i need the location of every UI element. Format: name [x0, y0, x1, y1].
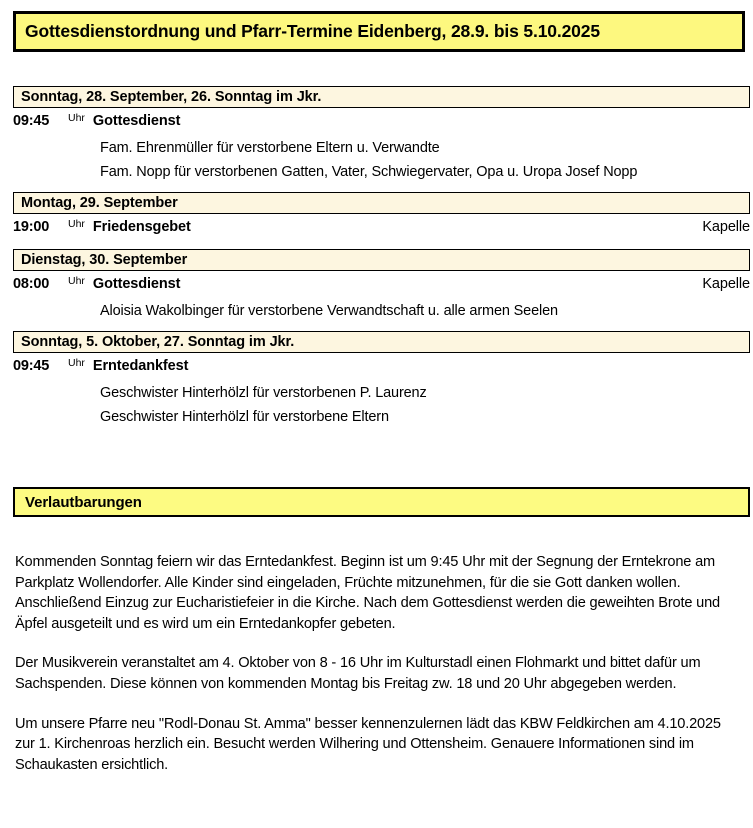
- section-spacer: [0, 183, 753, 192]
- day-header-label: Dienstag, 30. September: [21, 252, 188, 268]
- section-spacer: [0, 240, 753, 249]
- service-time-unit: Uhr: [68, 275, 85, 287]
- service-intention: Fam. Nopp für verstorbenen Gatten, Vater, Schwiegervater, Opa u. Uropa Josef Nopp: [100, 164, 638, 180]
- service-title: Gottesdienst: [92, 113, 181, 129]
- day-header: [13, 86, 750, 108]
- service-line: [0, 358, 753, 379]
- service-schedule: [0, 86, 753, 428]
- day-header: [13, 331, 750, 353]
- day-header-label: Sonntag, 5. Oktober, 27. Sonntag im Jkr.: [21, 334, 295, 350]
- service-time: 09:45: [13, 113, 50, 129]
- service-entry: [0, 276, 753, 322]
- day-header-label: Montag, 29. September: [21, 195, 178, 211]
- service-title: Erntedankfest: [92, 358, 189, 374]
- service-time: 09:45: [13, 358, 50, 374]
- day-header: [13, 249, 750, 271]
- service-title: Gottesdienst: [92, 276, 181, 292]
- page-title: Gottesdienstordnung und Pfarr-Termine Eidenberg, 28.9. bis 5.10.2025: [25, 21, 600, 41]
- day-header: [13, 192, 750, 214]
- service-time-unit: Uhr: [68, 357, 85, 369]
- service-time-unit: Uhr: [68, 112, 85, 124]
- announcement-paragraph: Kommenden Sonntag feiern wir das Erntedankfest. Beginn ist um 9:45 Uhr mit der Segnung der Erntekrone am Parkplatz Wollendorfer. Alle Kinder sind eingeladen, Früchte mitzunehmen, für die sie Gott danken wollen. Anschließend Einzug zur Eucharistiefeier in die Kirche. Nach dem Gottesdienst werden die geweihten Brote und Äpfel ausgeteilt und es wird um ein Erntedankopfer gebeten.: [15, 554, 720, 632]
- service-time: 08:00: [13, 276, 50, 292]
- service-line: [0, 219, 753, 240]
- service-intention: Geschwister Hinterhölzl für verstorbenen P. Laurenz: [100, 385, 427, 401]
- day-block: [0, 86, 753, 183]
- service-entry: [0, 113, 753, 183]
- announcements-heading-banner: [13, 487, 750, 517]
- announcement-paragraph: Der Musikverein veranstaltet am 4. Oktober von 8 - 16 Uhr im Kulturstadl einen Flohmarkt und bittet dafür um Sachspenden. Diese können von kommenden Montag bis Freitag zw. 18 und 20 Uhr abgegeben werden.: [15, 655, 701, 692]
- announcements-body: [15, 552, 743, 775]
- service-location: Kapelle: [702, 219, 750, 235]
- service-location: Kapelle: [702, 276, 750, 292]
- day-block: [0, 331, 753, 428]
- service-time: 19:00: [13, 219, 50, 235]
- service-line: [0, 276, 753, 297]
- service-intention: Aloisia Wakolbinger für verstorbene Verwandtschaft u. alle armen Seelen: [100, 303, 558, 319]
- service-entry: [0, 358, 753, 428]
- service-intention: Fam. Ehrenmüller für verstorbene Eltern u. Verwandte: [100, 140, 440, 156]
- service-line: [0, 113, 753, 134]
- service-time-unit: Uhr: [68, 218, 85, 230]
- day-block: [0, 192, 753, 240]
- day-block: [0, 249, 753, 322]
- day-header-label: Sonntag, 28. September, 26. Sonntag im Jkr.: [21, 89, 322, 105]
- document-title-banner: [13, 11, 745, 52]
- announcement-paragraph: Um unsere Pfarre neu "Rodl-Donau St. Amma" besser kennenzulernen lädt das KBW Feldkirchen am 4.10.2025 zur 1. Kirchenroas herzlich ein. Besucht werden Wilhering und Ottensheim. Genauere Informationen sind im Schaukasten ersichtlich.: [15, 715, 721, 773]
- announcements-heading: Verlautbarungen: [25, 493, 142, 511]
- service-intention: Geschwister Hinterhölzl für verstorbene Eltern: [100, 409, 389, 425]
- service-entry: [0, 219, 753, 240]
- section-spacer: [0, 322, 753, 331]
- service-title: Friedensgebet: [92, 219, 191, 235]
